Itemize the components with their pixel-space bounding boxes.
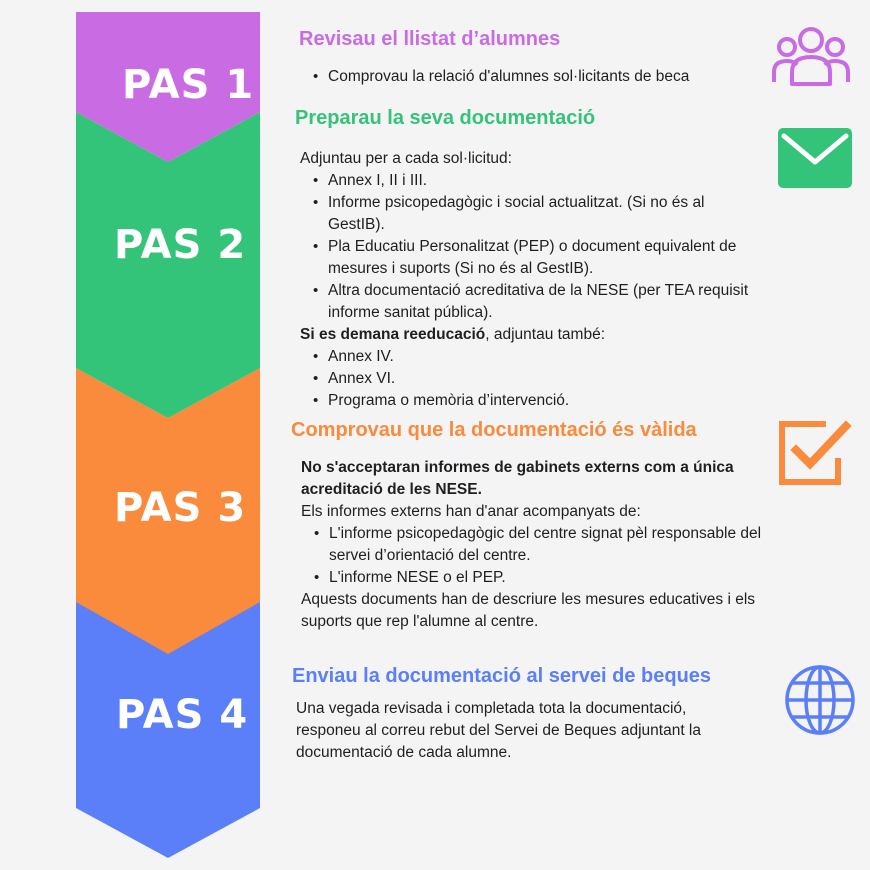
list-item: • Altra documentació acreditativa de la NESE (per TEA requisit informe sanitat pública). (328, 280, 755, 324)
list-item: • Annex IV. (328, 346, 755, 368)
checkbox-icon (776, 418, 852, 488)
step-3-outro: Aquests documents han de descriure les mesures educatives i els suports que rep l'alumne al centre. (301, 591, 756, 630)
step-2-content (300, 148, 755, 412)
step-4-content (296, 698, 746, 764)
globe-icon (784, 664, 856, 736)
step-4-title: Enviau la documentació al servei de beques (292, 665, 712, 687)
step-2-reeducation-bold: Si es demana reeducació (300, 326, 486, 343)
step-2-intro: Adjuntau per a cada sol·licitud: (300, 150, 512, 167)
list-item: • Programa o memòria d’intervenció. (328, 390, 755, 412)
list-item: • L'informe psicopedagògic del centre signat pèl responsable del servei d’orientació del centre. (329, 523, 771, 567)
step-1-list (300, 66, 740, 88)
step-1-title: Revisau el llistat d’alumnes (299, 28, 561, 50)
step-3-title: Comprovau que la documentació és vàlida (291, 419, 697, 441)
step-3-list (301, 523, 771, 589)
step-2-label: PAS 2 (114, 222, 247, 268)
step-2-reeducation-rest: , adjuntau també: (485, 326, 606, 343)
step-2-reeducation-note (300, 324, 755, 346)
list-item: • Comprovau la relació d'alumnes sol·licitants de beca (328, 66, 740, 88)
list-item: • Pla Educatiu Personalitzat (PEP) o document equivalent de mesures i suports (Si no és al GestIB). (328, 236, 755, 280)
step-1-label: PAS 1 (122, 62, 255, 108)
step-2-extra-list (300, 346, 755, 412)
step-3-intro: Els informes externs han d'anar acompanyats de: (301, 503, 641, 520)
list-item: • L'informe NESE o el PEP. (329, 567, 771, 589)
list-item: • Annex I, II i III. (328, 170, 755, 192)
step-3-warning: No s'acceptaran informes de gabinets externs com a única acreditació de les NESE. (301, 459, 734, 498)
step-3-content (301, 457, 771, 633)
step-1-content (300, 66, 740, 88)
envelope-icon (778, 128, 852, 188)
list-item: • Annex VI. (328, 368, 755, 390)
step-3-label: PAS 3 (114, 485, 247, 531)
list-item: • Informe psicopedagògic i social actualitzat. (Si no és al GestIB). (328, 192, 755, 236)
step-2-title: Preparau la seva documentació (295, 107, 596, 129)
step-4-text: Una vegada revisada i completada tota la documentació, responeu al correu rebut del Servei de Beques adjuntant la documentació de cada alumne. (296, 700, 701, 761)
step-4-label: PAS 4 (116, 692, 249, 738)
users-group-icon (768, 20, 854, 90)
step-2-list (300, 170, 755, 324)
